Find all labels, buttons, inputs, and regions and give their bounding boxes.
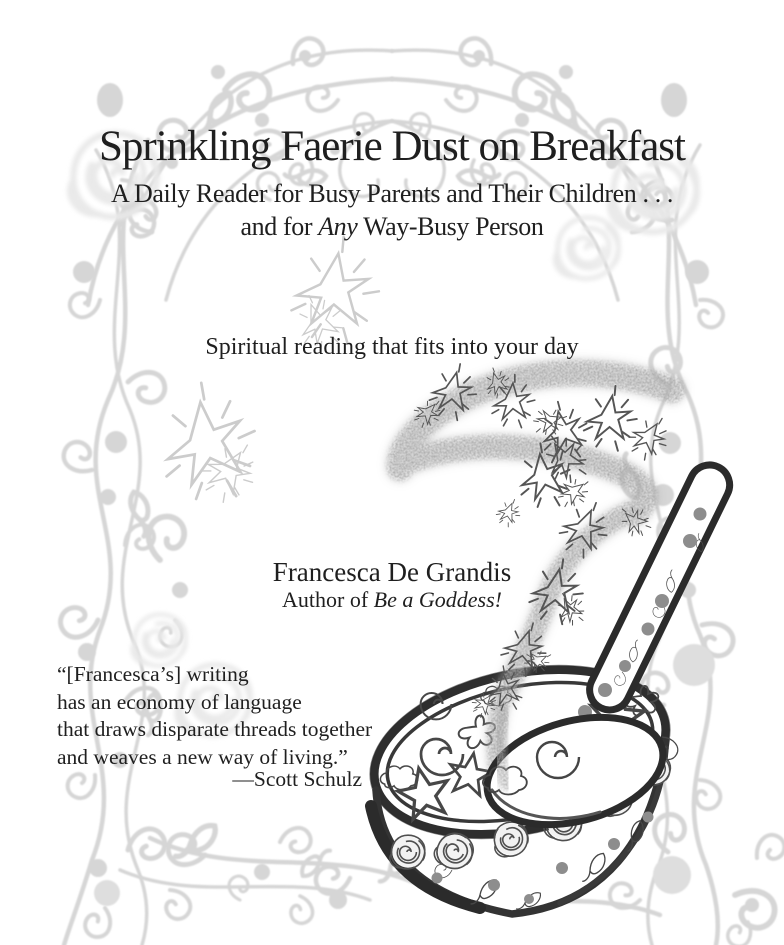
credit-book-title: Be a Goddess! xyxy=(373,587,502,612)
review-attribution: —Scott Schulz xyxy=(232,767,362,791)
review-quote-line: and weaves a new way of living.” xyxy=(57,744,348,769)
author-name: Francesca De Grandis xyxy=(272,557,512,587)
sparkle-star-icon xyxy=(152,375,265,507)
tagline: Spiritual reading that fits into your day xyxy=(205,334,579,360)
review-quote-line: has an economy of language xyxy=(57,689,302,714)
subtitle-suffix: Way-Busy Person xyxy=(357,212,544,241)
sparkle-doodles xyxy=(152,233,384,510)
book-subtitle-line1: A Daily Reader for Busy Parents and Their Children . . . xyxy=(110,179,673,208)
review-quote xyxy=(57,661,372,771)
vine-border-left xyxy=(55,140,188,945)
credit-prefix: Author of xyxy=(282,587,374,612)
book-subtitle-line2 xyxy=(0,212,784,242)
subtitle-prefix: and for xyxy=(240,212,319,241)
subtitle-emphasis: Any xyxy=(318,212,358,241)
review-quote-line: that draws disparate threads together xyxy=(57,717,373,742)
review-quote-line: “[Francesca’s] writing xyxy=(57,662,249,686)
faerie-dust-entry xyxy=(499,712,506,784)
author-credit xyxy=(0,587,784,613)
book-title: Sprinkling Faerie Dust on Breakfast xyxy=(98,123,685,170)
sparkle-star-icon xyxy=(194,432,268,510)
